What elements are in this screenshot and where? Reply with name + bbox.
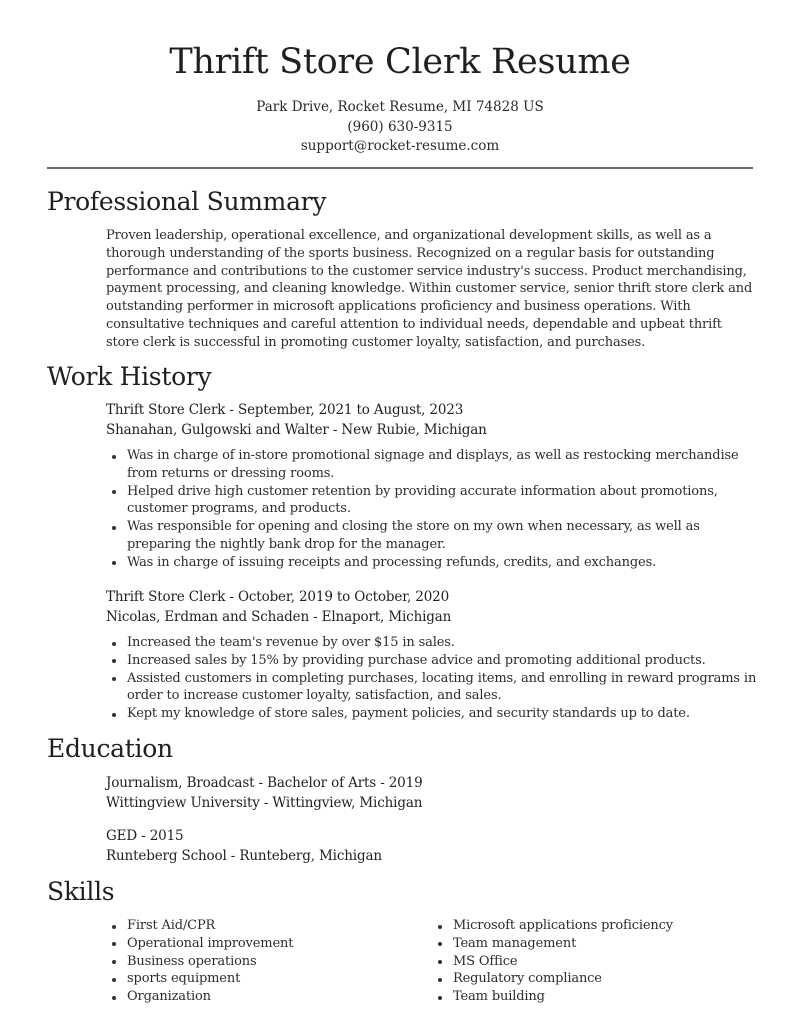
skill-item: Microsoft applications proficiency [453,917,758,935]
education-entry [106,826,758,866]
list-item: Increased the team's revenue by over $15 in sales. [127,634,758,652]
contact-info [0,98,800,157]
skills-column-left [106,917,432,1006]
list-item: Was in charge of in-store promotional signage and displays, as well as restocking merchandise from returns or dressing rooms. [127,447,758,483]
skills-column-right [432,917,758,1006]
contact-phone: (960) 630-9315 [347,118,453,135]
job-company-line: Shanahan, Gulgowski and Walter - New Rubie, Michigan [106,422,487,438]
section-title-education: Education [47,734,173,763]
education-school-line: Runteberg School - Runteberg, Michigan [106,848,382,864]
skill-item: sports equipment [127,970,432,988]
contact-address: Park Drive, Rocket Resume, MI 74828 US [256,99,544,115]
section-title-skills: Skills [47,877,115,906]
job-bullets [106,634,758,723]
list-item: Was responsible for opening and closing the store on my own when necessary, as well as preparing the nightly bank drop for the manager. [127,518,758,554]
contact-email: support@rocket-resume.com [300,138,500,154]
job-title-line: Thrift Store Clerk - October, 2019 to October, 2020 [106,589,450,605]
skill-item: Team building [453,988,758,1006]
section-title-work-history: Work History [47,362,212,391]
skill-item: Regulatory compliance [453,970,758,988]
skill-item: Business operations [127,953,432,971]
summary-text: Proven leadership, operational excellence, and organizational development skills, as well as a thorough understanding of the sports business. Recognized on a regular basis for outstanding performance and contributions to the customer service industry's success. Product merchandising, payment processing, and cleaning knowledge. Within customer service, senior thrift store clerk and outstanding performer in microsoft applications proficiency and business operations. With consultative techniques and careful attention to individual needs, dependable and upbeat thrift store clerk is successful in promoting customer loyalty, satisfaction, and purchases. [106,228,753,350]
job-entry [106,400,758,572]
list-item: Helped drive high customer retention by providing accurate information about promotions, customer programs, and products. [127,483,758,519]
list-item: Kept my knowledge of store sales, payment policies, and security standards up to date. [127,705,758,723]
section-title-summary: Professional Summary [47,187,327,216]
skill-item: Operational improvement [127,935,432,953]
skill-item: First Aid/CPR [127,917,432,935]
skill-item: Organization [127,988,432,1006]
job-entry [106,587,758,723]
list-item: Was in charge of issuing receipts and processing refunds, credits, and exchanges. [127,554,758,572]
header-divider [47,167,753,169]
job-bullets [106,447,758,572]
job-company-line: Nicolas, Erdman and Schaden - Elnaport, Michigan [106,609,452,625]
education-school-line: Wittingview University - Wittingview, Michigan [106,795,423,811]
resume-header [0,0,800,157]
page-title: Thrift Store Clerk Resume [169,42,631,82]
education-entry [106,773,758,813]
job-title-line: Thrift Store Clerk - September, 2021 to August, 2023 [106,402,464,418]
education-degree-line: GED - 2015 [106,828,184,844]
skill-item: MS Office [453,953,758,971]
skills-list [106,917,758,1006]
list-item: Increased sales by 15% by providing purchase advice and promoting additional products. [127,652,758,670]
list-item: Assisted customers in completing purchases, locating items, and enrolling in reward programs in order to increase customer loyalty, satisfaction, and sales. [127,670,757,704]
skill-item: Team management [453,935,758,953]
education-degree-line: Journalism, Broadcast - Bachelor of Arts - 2019 [106,775,423,791]
